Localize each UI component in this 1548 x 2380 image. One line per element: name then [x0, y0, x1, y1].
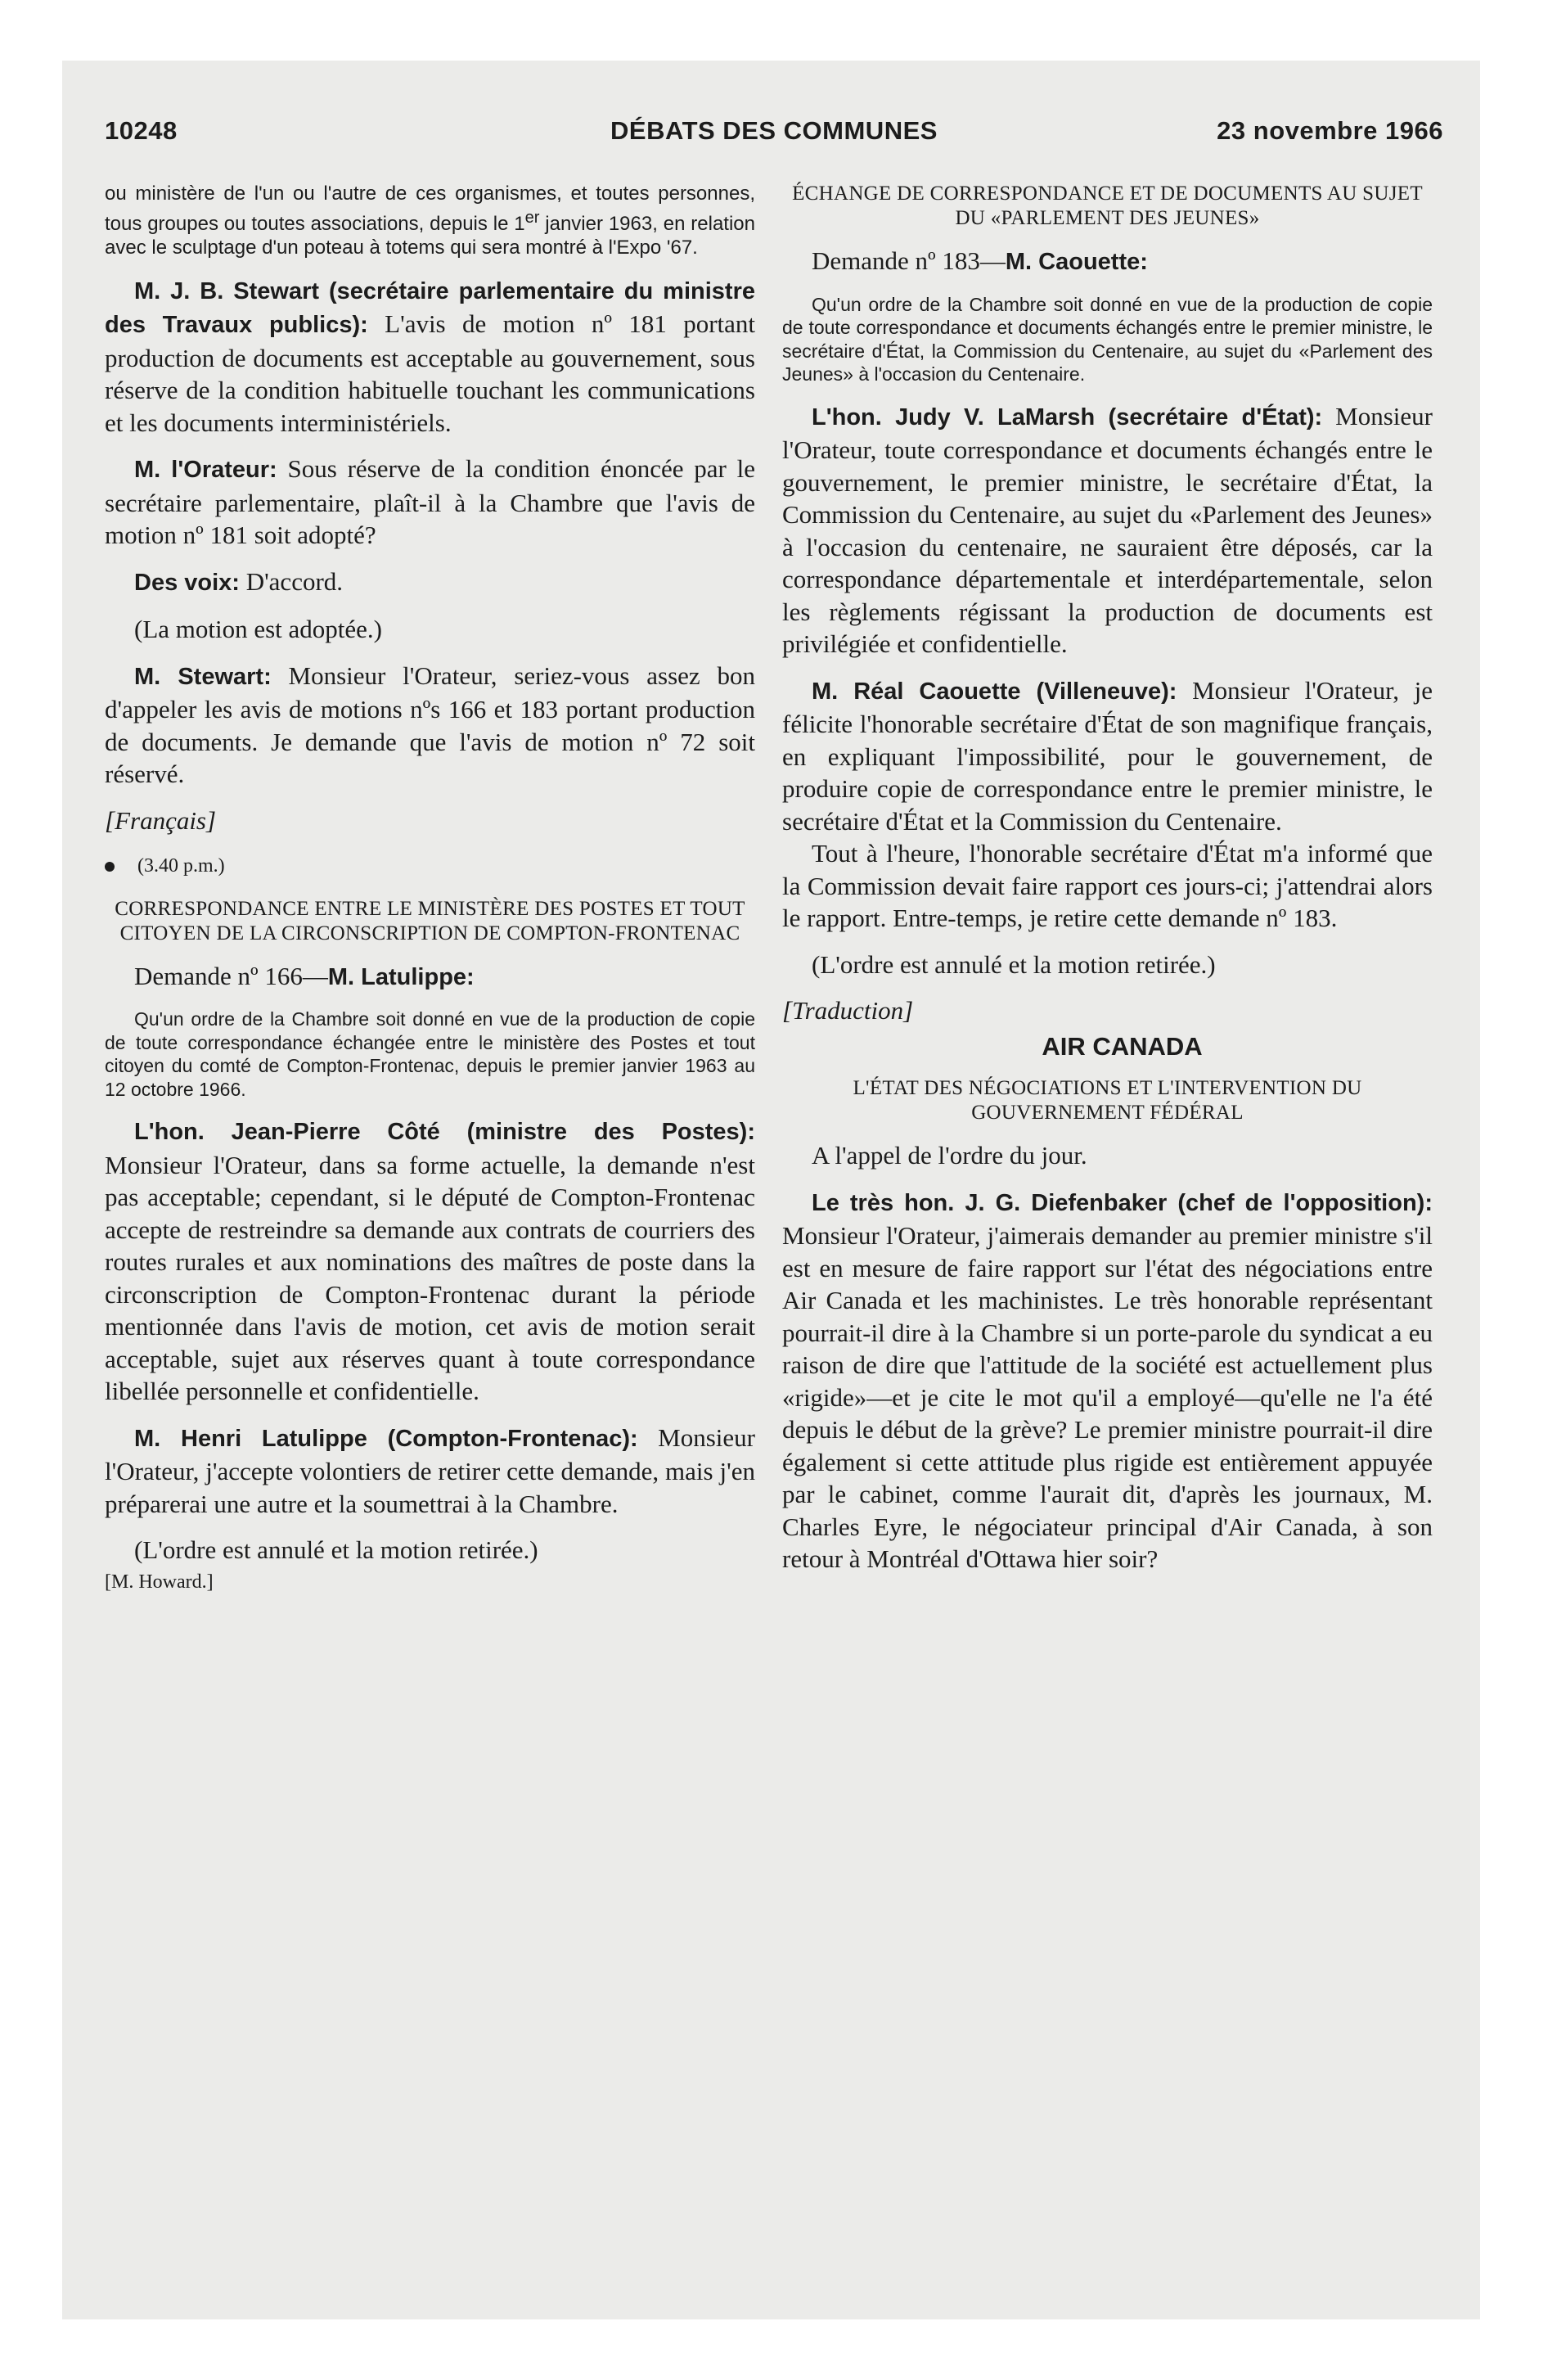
request-author: M. Caouette:: [1005, 249, 1148, 275]
right-column: [782, 182, 1433, 1575]
section-heading-parlement-jeunes: ÉCHANGE DE CORRESPONDANCE ET DE DOCUMENTS AU SUJET DU «PARLEMENT DES JEUNES»: [792, 183, 1423, 229]
intro-paragraph: [105, 182, 755, 260]
request-author: M. Latulippe:: [327, 963, 475, 990]
page-header: [105, 116, 1443, 157]
paragraph-diefenbaker: [782, 1186, 1433, 1575]
request-166: [105, 960, 755, 994]
paragraph-voix: [105, 566, 755, 600]
speaker-voix: Des voix:: [134, 569, 240, 596]
speech-text: D'accord.: [239, 566, 344, 596]
speaker-latulippe: M. Henri Latulippe (Compton-Frontenac):: [134, 1425, 638, 1452]
time-marker: [105, 850, 755, 883]
motion-withdrawn-note-2: (L'ordre est annulé et la motion retirée.): [812, 949, 1216, 979]
speech-text: Monsieur l'Orateur, seriez-vous assez bon d'appeler les avis de motions nºs 166 et 183 portant production de documents. Je demande que l'avis de motion nº 72 soit réservé.: [105, 660, 755, 788]
left-column: [105, 182, 755, 1598]
speaker-signature: [M. Howard.]: [105, 1571, 214, 1593]
paragraph-latulippe: [105, 1422, 755, 1521]
bullet-icon: [105, 862, 115, 872]
request-166-text: Qu'un ordre de la Chambre soit donné en vue de la production de copie de toute correspondance échangée entre le ministère des Postes et tout citoyen du comté de Compton-Frontenac, depuis le premier janvier 1963 au 12 octobre 1966.: [105, 1008, 755, 1100]
page-date: 23 novembre 1966: [1217, 116, 1443, 145]
speaker-cote: L'hon. Jean-Pierre Côté (ministre des Postes):: [134, 1119, 755, 1145]
paragraph-stewart-1: [105, 274, 755, 439]
page-number: 10248: [105, 116, 178, 145]
speech-text: Monsieur l'Orateur, j'accepte volontiers de retirer cette demande, mais j'en préparerai une autre et la soumettrai à la Chambre.: [105, 1422, 755, 1518]
motion-withdrawn-note: (L'ordre est annulé et la motion retirée.): [134, 1535, 538, 1564]
speaker-diefenbaker: Le très hon. J. G. Diefenbaker (chef de l'opposition):: [812, 1189, 1433, 1216]
speaker-orateur: M. l'Orateur:: [134, 457, 277, 483]
motion-adopted-note: (La motion est adoptée.): [134, 615, 383, 643]
speaker-lamarsh: L'hon. Judy V. LaMarsh (secrétaire d'État):: [812, 403, 1323, 430]
language-marker-traduction: [Traduction]: [782, 996, 914, 1025]
section-heading-air-canada: AIR CANADA: [1042, 1031, 1203, 1061]
speech-text: Monsieur l'Orateur, toute correspondance et documents échangés entre le gouvernement, le premier ministre, le secrétaire d'État, la Commission du Centenaire, au sujet du «Parlement des Jeunes» à l'occasion du centenaire, ne sauraient être déposés, car la correspondance départementale et interdépartementale, selon les règlements régissant la production de documents est privilégiée et confidentielle.: [782, 401, 1433, 658]
paragraph-cote: [105, 1115, 755, 1408]
publication-title: DÉBATS DES COMMUNES: [610, 116, 938, 145]
intro-text-b: janvier 1963, en relation avec le sculptage d'un poteau à totems qui sera montré à l'Expo '67.: [105, 212, 755, 259]
intro-superscript: er: [524, 208, 540, 227]
speech-text: Monsieur l'Orateur, dans sa forme actuelle, la demande n'est pas acceptable; cependant, si le député de Compton-Frontenac accepte de restreindre sa demande aux contrats de courriers des routes rurales et aux nominations des maîtres de poste dans la circonscription de Compton-Frontenac durant la période mentionnée dans l'avis de motion, cet avis de motion serait acceptable, sujet aux réserves quant à toute correspondance libellée personnelle et confidentielle.: [105, 1150, 755, 1405]
speaker-stewart: M. Stewart:: [134, 663, 272, 690]
subheading-negociations: L'ÉTAT DES NÉGOCIATIONS ET L'INTERVENTION DU GOUVERNEMENT FÉDÉRAL: [853, 1077, 1362, 1124]
time-text: (3.40 p.m.): [137, 855, 225, 877]
speech-text: Monsieur l'Orateur, je félicite l'honorable secrétaire d'État de son magnifique français, en expliquant l'impossibilité, pour le gouvernement, de produire copie de correspondance entre le premier ministre, le secrétaire d'État et la Commission du Centenaire.: [782, 675, 1433, 836]
request-183-text: Qu'un ordre de la Chambre soit donné en vue de la production de copie de toute correspondance et documents échangés entre le premier ministre, le secrétaire d'État, la Commission du Centenaire, au sujet du «Parlement des Jeunes» à l'occasion du Centenaire.: [782, 293, 1433, 385]
paragraph-caouette-2: Tout à l'heure, l'honorable secrétaire d'État m'a informé que la Commission devait faire rapport ces jours-ci; j'attendrai alors le rapport. Entre-temps, je retire cette demande nº 183.: [782, 839, 1433, 932]
section-heading-postes: CORRESPONDANCE ENTRE LE MINISTÈRE DES POSTES ET TOUT CITOYEN DE LA CIRCONSCRIPTION DE COMPTON-FRONTENAC: [115, 897, 745, 944]
paragraph-caouette: [782, 674, 1433, 838]
language-marker-francais: [Français]: [105, 805, 217, 835]
request-183: [782, 245, 1433, 279]
intro-text-a: ou ministère de l'un ou l'autre de ces organismes, et toutes personnes, tous groupes ou toutes associations, depuis le 1: [105, 183, 755, 235]
request-label: Demande nº 166—: [134, 961, 328, 990]
paragraph-lamarsh: [782, 400, 1433, 660]
speaker-caouette: M. Réal Caouette (Villeneuve):: [812, 678, 1177, 705]
paragraph-stewart-2: [105, 660, 755, 791]
speech-text: L'avis de motion nº 181 portant production de documents est acceptable au gouvernement, sous réserve de la condition habituelle touchant les communications et les documents interministériels.: [105, 309, 755, 437]
speech-text: Monsieur l'Orateur, j'aimerais demander au premier ministre s'il est en mesure de faire rapport sur l'état des négociations entre Air Canada et les machinistes. Le très honorable représentant pourrait-il dire à la Chambre si un porte-parole du syndicat a eu raison de dire que l'attitude de la société est actuellement plus «rigide»—et je cite le mot qu'il a employé—qu'elle ne l'a été depuis le début de la grève? Le premier ministre pourrait-il dire également si cette attitude plus rigide est entièrement appuyée par le cabinet, comme l'aurait dit, d'après les journaux, M. Charles Eyre, le négociateur principal d'Air Canada, à son retour à Montréal d'Ottawa hier soir?: [782, 1221, 1433, 1573]
request-label: Demande nº 183—: [812, 246, 1006, 275]
speech-text: Sous réserve de la condition énoncée par le secrétaire parlementaire, plaît-il à la Chambre que l'avis de motion nº 181 soit adopté?: [105, 454, 756, 549]
speaker-stewart: M. J. B. Stewart (secrétaire parlementaire du ministre des Travaux publics):: [105, 277, 755, 338]
paragraph-orateur: [105, 453, 755, 552]
orders-of-day-note: A l'appel de l'ordre du jour.: [812, 1141, 1087, 1170]
